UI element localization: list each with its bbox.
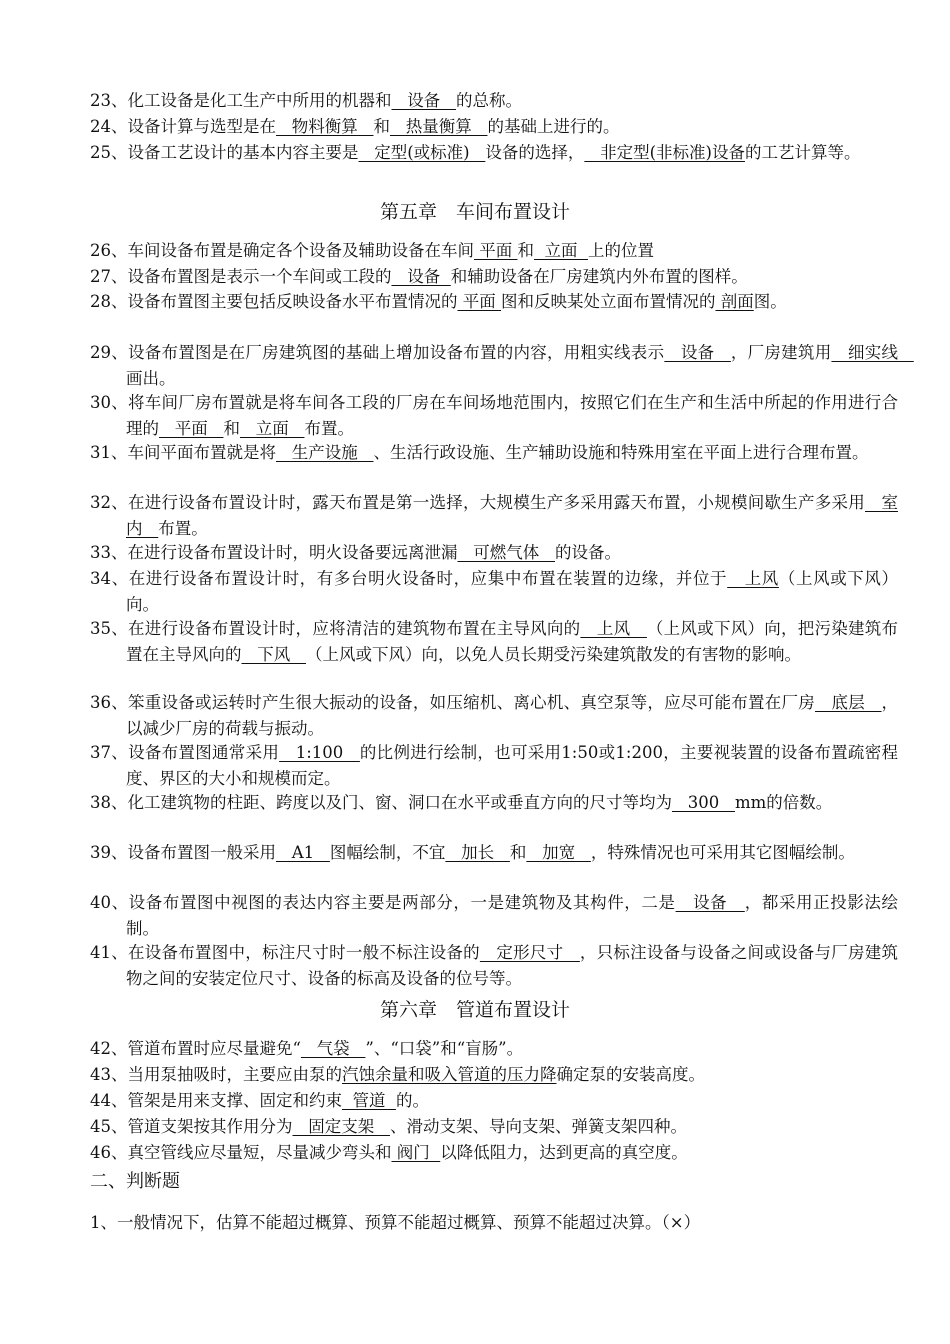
answer-blank: A1	[276, 843, 330, 862]
question-text: ，厂房建筑用	[730, 343, 832, 362]
question-text: （上风或下风）向，把污染建筑布置在主导风向的	[126, 619, 898, 664]
answer-blank: 立面	[239, 419, 305, 438]
answer-blank: 物料衡算	[276, 117, 374, 136]
question-q32	[90, 490, 898, 542]
question-q40	[90, 890, 898, 942]
question-text: 43、当用泵抽吸时，主要应由泵的	[90, 1065, 342, 1084]
answer-blank: 热量衡算	[389, 117, 488, 136]
question-text: （上风或下风）向，以免人员长期受污染建筑散发的有害物的影响。	[305, 645, 801, 664]
answer-blank: 定型(或标准)	[358, 143, 486, 162]
question-text: 和辅助设备在厂房建筑内外布置的图样。	[450, 267, 748, 286]
question-text: 31、车间平面布置就是将	[90, 443, 276, 462]
question-text: 25、设备工艺设计的基本内容主要是	[90, 143, 359, 162]
question-q36	[90, 690, 898, 742]
question-text: 、生活行政设施、生产辅助设施和特殊用室在平面上进行合理布置。	[373, 443, 869, 462]
question-q24	[90, 114, 898, 140]
question-text: 29、设备布置图是在厂房建筑图的基础上增加设备布置的内容，用粗实线表示	[90, 343, 665, 362]
answer-blank: 平面	[457, 292, 501, 311]
answer-blank: 加宽	[526, 843, 591, 862]
answer-blank: 上风	[727, 569, 779, 588]
question-text: 布置。	[304, 419, 354, 438]
answer-blank: 设备	[391, 91, 456, 110]
answer-blank: 阀门	[391, 1143, 441, 1162]
question-text: 和	[223, 419, 240, 438]
question-text: 40、设备布置图中视图的表达内容主要是两部分，一是建筑物及其构件，二是	[90, 893, 676, 912]
question-text: 38、化工建筑物的柱距、跨度以及门、窗、洞口在水平或垂直方向的尺寸等均为	[90, 793, 672, 812]
question-text: 24、设备计算与选型是在	[90, 117, 276, 136]
question-text: 以降低阻力，达到更高的真空度。	[440, 1143, 688, 1162]
question-q23	[90, 88, 898, 114]
question-q35	[90, 616, 898, 668]
question-q44	[90, 1088, 898, 1114]
question-text: ，只标注设备与设备之间或设备与厂房建筑物之间的安装定位尺寸、设备的标高及设备的位号等。	[126, 943, 899, 988]
question-q43	[90, 1062, 898, 1088]
answer-blank: 平面	[474, 241, 518, 260]
question-text: 和	[509, 843, 527, 862]
question-text: 35、在进行设备布置设计时，应将清洁的建筑物布置在主导风向的	[90, 619, 581, 638]
question-text: ”、“口袋”和“盲肠”。	[365, 1039, 524, 1058]
question-text: 39、设备布置图一般采用	[90, 843, 276, 862]
question-q46	[90, 1140, 898, 1166]
question-text: 和	[517, 241, 534, 260]
question-text: 确定泵的安装高度。	[556, 1065, 705, 1084]
question-q25	[90, 140, 898, 166]
question-q29	[90, 340, 914, 392]
question-text: 上的位置	[587, 241, 654, 260]
answer-blank: 设备	[664, 343, 731, 362]
question-q39	[90, 840, 898, 866]
answer-blank: 剖面	[715, 292, 754, 311]
question-text: 36、笨重设备或运转时产生很大振动的设备，如压缩机、离心机、真空泵等，应尽可能布置在厂房	[90, 693, 815, 712]
question-q27	[90, 264, 898, 290]
question-text: 46、真空管线应尽量短，尽量减少弯头和	[90, 1143, 392, 1162]
judge-question-1: 1、一般情况下，估算不能超过概算、预算不能超过概算、预算不能超过决算。（×）	[90, 1213, 701, 1232]
question-text: 41、在设备布置图中，标注尺寸时一般不标注设备的	[90, 943, 480, 962]
question-q28	[90, 289, 898, 315]
question-q38	[90, 790, 898, 816]
answer-blank: 加长	[445, 843, 510, 862]
question-q37	[90, 740, 898, 792]
answer-blank: 1:100	[279, 743, 360, 762]
question-text: 布置。	[158, 519, 208, 538]
question-text: 、滑动支架、导向支架、弹簧支架四种。	[389, 1117, 687, 1136]
question-q41	[90, 940, 898, 992]
answer-blank: 300	[672, 793, 735, 812]
question-text: 和	[373, 117, 390, 136]
question-text: 45、管道支架按其作用分为	[90, 1117, 293, 1136]
question-text: 28、设备布置图主要包括反映设备水平布置情况的	[90, 292, 458, 311]
question-q34	[90, 566, 898, 618]
chapter-heading: 第六章 管道布置设计	[379, 999, 570, 1021]
question-text: 设备的选择，	[485, 143, 585, 162]
question-text: 30、将车间厂房布置就是将车间各工段的厂房在车间场地范围内，按照它们在生产和生活中所起的作用进行合理的	[90, 393, 898, 438]
answer-blank: 设备	[391, 267, 451, 286]
question-text: 的设备。	[554, 543, 621, 562]
answer-blank: 底层	[814, 693, 882, 712]
question-text: 23、化工设备是化工生产中所用的机器和	[90, 91, 392, 110]
question-q26	[90, 238, 898, 264]
question-text: 的基础上进行的。	[487, 117, 620, 136]
question-text: 图和反映某处立面布置情况的	[501, 292, 716, 311]
question-text: 42、管道布置时应尽量避免“	[90, 1039, 301, 1058]
question-q31	[90, 440, 898, 466]
answer-blank: 固定支架	[292, 1117, 390, 1136]
question-q42	[90, 1036, 898, 1062]
section-heading: 二、判断题	[90, 1171, 180, 1192]
question-text: （上风或下风）向。	[126, 569, 899, 614]
answer-blank: 室内	[126, 493, 898, 538]
answer-blank: 上风	[580, 619, 647, 638]
question-text: 37、设备布置图通常采用	[90, 743, 280, 762]
answer-blank: 细实线	[831, 343, 914, 362]
question-text: ，特殊情况也可采用其它图幅绘制。	[590, 843, 855, 862]
question-text: 图。	[753, 292, 787, 311]
question-q30	[90, 390, 898, 442]
chapter-heading: 第五章 车间布置设计	[379, 201, 570, 223]
question-text: 画出。	[126, 369, 176, 388]
question-text: 的工艺计算等。	[744, 143, 861, 162]
answer-blank: 平面	[159, 419, 224, 438]
answer-blank: 气袋	[300, 1039, 366, 1058]
answer-blank: 可燃气体	[457, 543, 555, 562]
question-text: 的比例进行绘制，也可采用1:50或1:200，主要视装置的设备布置疏密程度、界区的大小和规模而定。	[126, 743, 898, 788]
question-q45	[90, 1114, 898, 1140]
question-text: 32、在进行设备布置设计时，露天布置是第一选择，大规模生产多采用露天布置，小规模间歇生产多采用	[90, 493, 865, 512]
question-text: mm的倍数。	[734, 793, 833, 812]
question-text: ，以减少厂房的荷载与振动。	[126, 693, 898, 738]
question-text: 27、设备布置图是表示一个车间或工段的	[90, 267, 392, 286]
question-text: ，都采用正投影法绘制。	[126, 893, 899, 938]
question-text: 33、在进行设备布置设计时，明火设备要远离泄漏	[90, 543, 458, 562]
question-text: 44、管架是用来支撑、固定和约束	[90, 1091, 342, 1110]
question-text: 的。	[395, 1091, 429, 1110]
answer-blank: 下风	[241, 645, 306, 664]
answer-blank: 生产设施	[276, 443, 374, 462]
answer-blank: 立面	[534, 241, 588, 260]
answer-blank: 管道	[342, 1091, 396, 1110]
question-text: 图幅绘制，不宜	[329, 843, 446, 862]
question-text: 34、在进行设备布置设计时，有多台明火设备时，应集中布置在装置的边缘，并位于	[90, 569, 728, 588]
answer-blank: 非定型(非标准)设备	[584, 143, 745, 162]
answer-blank: 定形尺寸	[479, 943, 580, 962]
question-text: 的总称。	[455, 91, 522, 110]
question-text: 26、车间设备布置是确定各个设备及辅助设备在车间	[90, 241, 474, 260]
answer-blank: 设备	[675, 893, 745, 912]
answer-blank: 汽蚀余量和吸入管道的压力降	[342, 1065, 557, 1084]
question-q33	[90, 540, 898, 566]
